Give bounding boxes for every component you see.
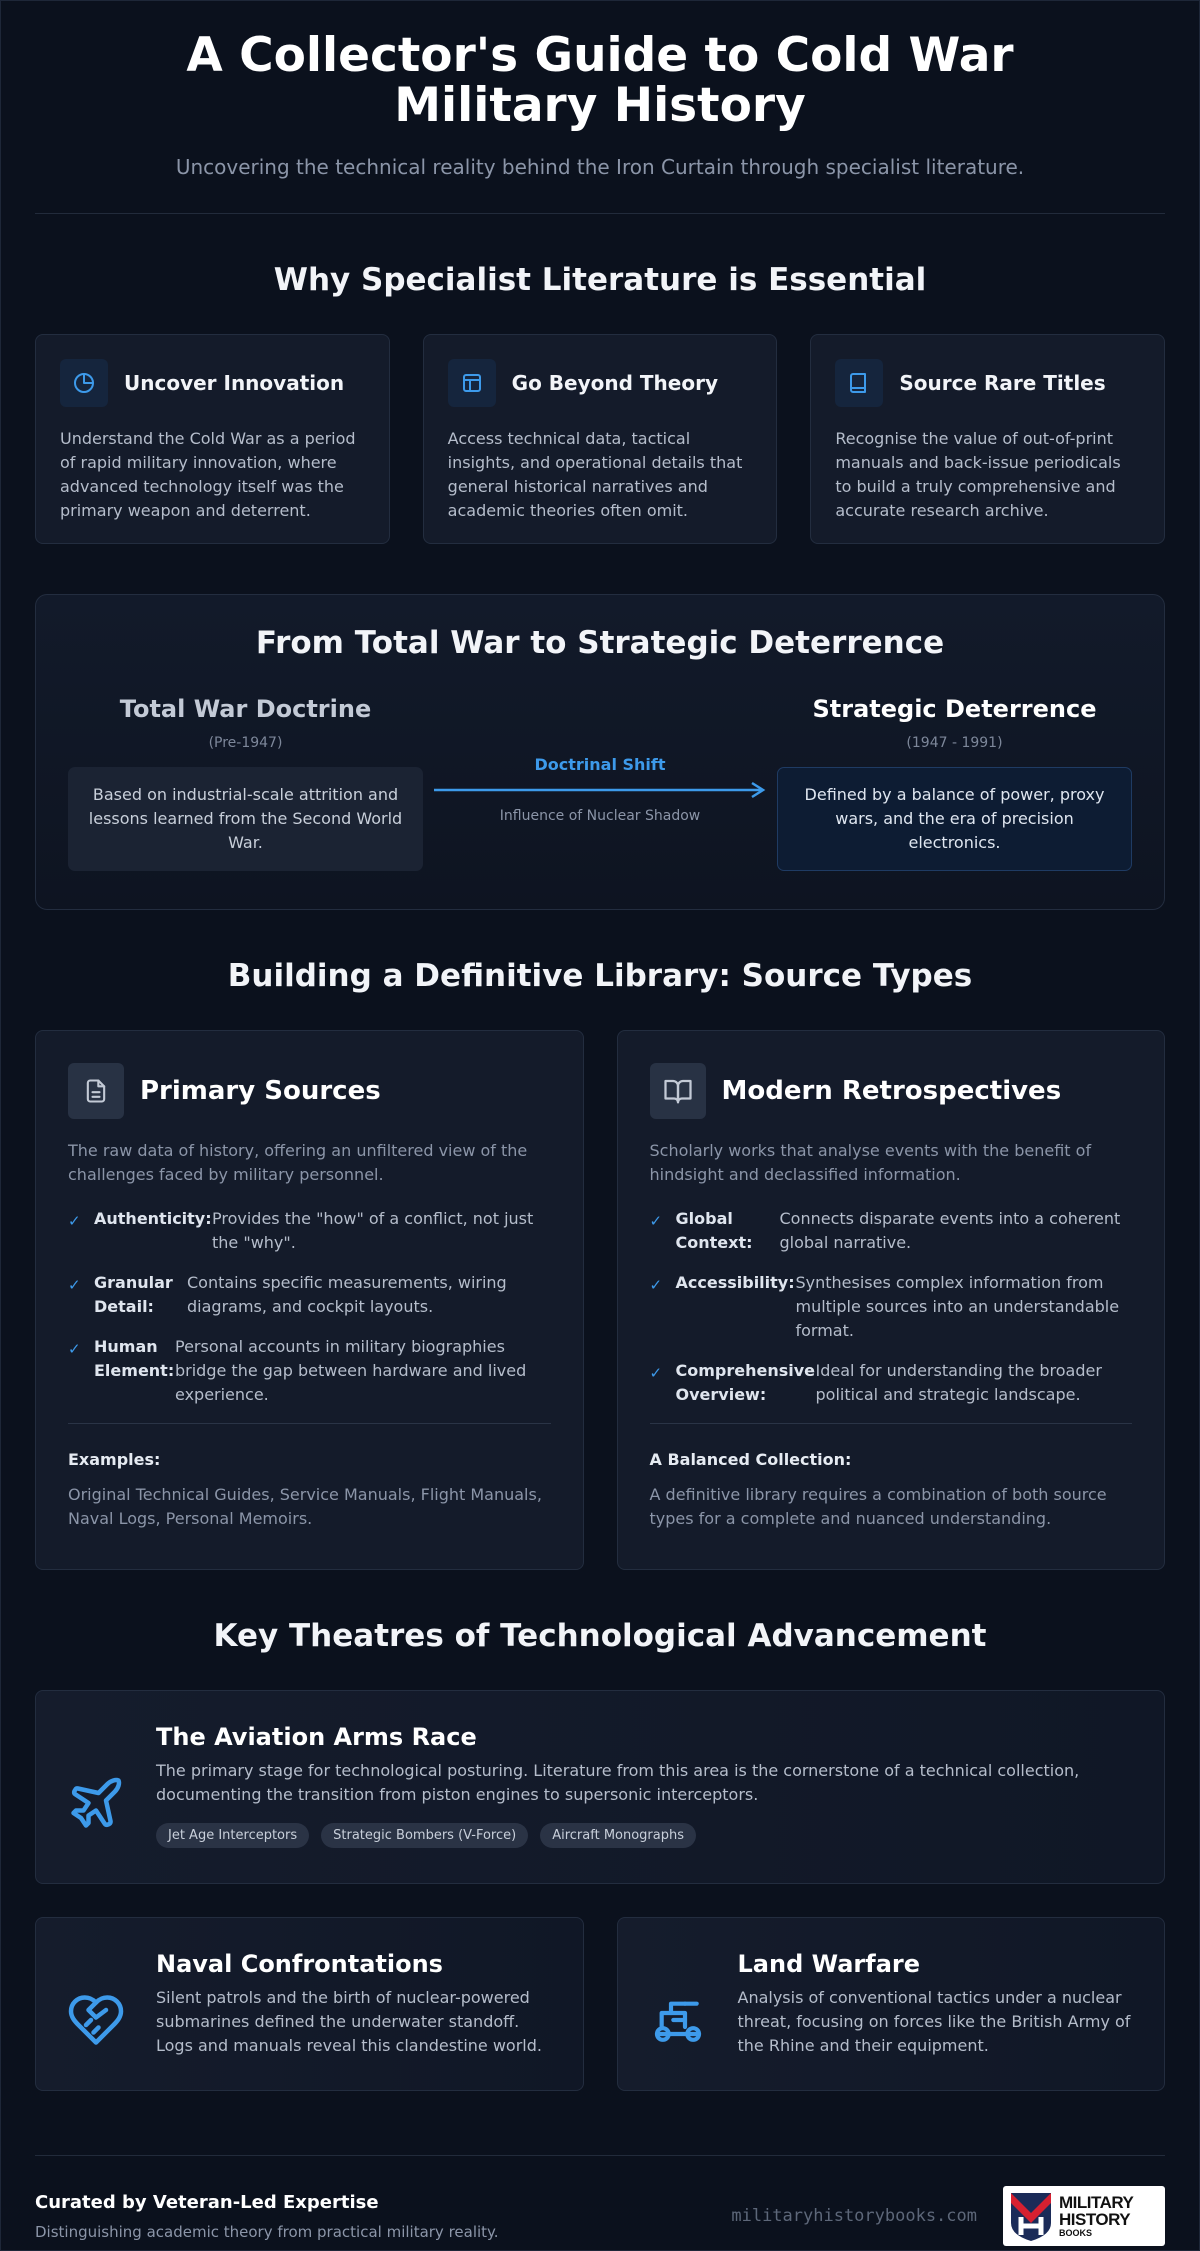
modern-retrospectives-list <box>650 1207 1133 1407</box>
land-text: Analysis of conventional tactics under a nuclear threat, focusing on forces like the British Army of the Rhine and their equipment. <box>737 1988 1131 2055</box>
naval-text: Silent patrols and the birth of nuclear-powered submarines defined the underwater standoff. Logs and manuals reveal this clandestine world. <box>156 1988 542 2055</box>
deterrence-heading: Strategic Deterrence <box>812 695 1097 723</box>
tag: Aircraft Monographs <box>540 1823 696 1848</box>
sources-section-title: Building a Definitive Library: Source Types <box>227 958 973 994</box>
primary-sources-title: Primary Sources <box>140 1076 381 1106</box>
brand-logo[interactable] <box>1003 2186 1165 2246</box>
footer <box>35 2186 1165 2246</box>
why-section-title: Why Specialist Literature is Essential <box>273 262 927 298</box>
list-item: ✓ Authenticity: Provides the "how" of a conflict, not just the "why". <box>68 1207 551 1255</box>
why-card-text: Recognise the value of out-of-print manuals and back-issue periodicals to build a truly comprehensive and accurate research archive. <box>835 429 1121 520</box>
divider <box>35 2155 1165 2156</box>
why-card-text: Access technical data, tactical insights, and operational details that general historical narratives and academic theories often omit. <box>447 429 743 520</box>
footer-title: Curated by Veteran-Led Expertise <box>35 2191 379 2213</box>
source-cards <box>35 1030 1165 1570</box>
naval-theatre-card <box>35 1917 584 2091</box>
deterrence-description: Defined by a balance of power, proxy wars, and the era of precision electronics. <box>777 767 1132 871</box>
check-icon: ✓ <box>649 1212 663 1230</box>
page-subtitle: Uncovering the technical reality behind the Iron Curtain through specialist literature. <box>175 155 1025 179</box>
naval-icon <box>36 1950 156 2090</box>
aviation-text: The primary stage for technological posturing. Literature from this area is the cornerstone of a technical collection, documenting the transition from piston engines to supersonic interceptors. <box>156 1761 1080 1804</box>
arrow-right-icon <box>430 778 770 802</box>
list-item: ✓ Global Context: Connects disparate events into a coherent global narrative. <box>650 1207 1133 1255</box>
list-item: ✓ Human Element: Personal accounts in military biographies bridge the gap between hardware and lived experience. <box>68 1335 551 1407</box>
tank-icon <box>618 1950 738 2090</box>
check-icon: ✓ <box>649 1276 663 1294</box>
primary-sources-description: The raw data of history, offering an unfiltered view of the challenges faced by military personnel. <box>68 1141 528 1184</box>
aviation-tags <box>156 1823 1124 1848</box>
why-card-text: Understand the Cold War as a period of rapid military innovation, where advanced technology itself was the primary weapon and deterrent. <box>60 429 356 520</box>
divider <box>68 1423 551 1424</box>
book-icon <box>835 359 883 407</box>
primary-sources-card <box>35 1030 584 1570</box>
hero <box>35 1 1165 179</box>
why-card-theory <box>423 334 778 544</box>
open-book-icon <box>650 1063 706 1119</box>
primary-sources-foot-title: Examples: <box>68 1450 161 1469</box>
why-card-rare-titles <box>810 334 1165 544</box>
total-war-column <box>68 695 423 871</box>
mh-shield-logo-icon <box>1007 2189 1055 2243</box>
divider <box>650 1423 1133 1424</box>
divider <box>35 213 1165 214</box>
total-war-description: Based on industrial-scale attrition and lessons learned from the Second World War. <box>68 767 423 871</box>
shift-label: Doctrinal Shift <box>534 755 666 774</box>
modern-retrospectives-title: Modern Retrospectives <box>721 1076 1062 1106</box>
list-item: ✓ Accessibility: Synthesises complex information from multiple sources into an understandable format. <box>650 1271 1133 1343</box>
layout-icon <box>448 359 496 407</box>
modern-retrospectives-card <box>617 1030 1166 1570</box>
logo-line-2: HISTORY <box>1059 2210 1131 2229</box>
shift-caption: Influence of Nuclear Shadow <box>499 808 701 824</box>
modern-retrospectives-description: Scholarly works that analyse events with the benefit of hindsight and declassified information. <box>649 1141 1092 1184</box>
why-card-title: Uncover Innovation <box>124 371 345 395</box>
deterrence-column <box>777 695 1132 871</box>
why-card-title: Go Beyond Theory <box>511 371 718 395</box>
land-title: Land Warfare <box>737 1950 921 1978</box>
theatres-section-title: Key Theatres of Technological Advancement <box>213 1618 987 1654</box>
modern-retrospectives-foot-title: A Balanced Collection: <box>649 1450 852 1469</box>
primary-sources-list <box>68 1207 551 1407</box>
naval-title: Naval Confrontations <box>156 1950 443 1978</box>
total-war-era: (Pre-1947) <box>208 735 283 751</box>
list-item: ✓ Granular Detail: Contains specific measurements, wiring diagrams, and cockpit layouts. <box>68 1271 551 1319</box>
aviation-title: The Aviation Arms Race <box>156 1723 477 1751</box>
tag: Jet Age Interceptors <box>156 1823 309 1848</box>
why-card-innovation <box>35 334 390 544</box>
aviation-theatre-card <box>35 1690 1165 1884</box>
why-cards <box>35 334 1165 544</box>
site-url[interactable]: militaryhistorybooks.com <box>731 2206 977 2226</box>
logo-line-1: MILITARY <box>1059 2193 1134 2212</box>
check-icon: ✓ <box>68 1212 81 1230</box>
check-icon: ✓ <box>68 1340 81 1358</box>
shift-arrow-group <box>423 695 777 824</box>
list-item: ✓ Comprehensive Overview: Ideal for understanding the broader political and strategic landscape. <box>650 1359 1133 1407</box>
modern-retrospectives-foot-text: A definitive library requires a combination of both source types for a complete and nuanced understanding. <box>649 1485 1107 1528</box>
land-theatre-card <box>617 1917 1166 2091</box>
document-icon <box>68 1063 124 1119</box>
page-title: A Collector's Guide to Cold War Military History <box>186 28 1014 133</box>
tag: Strategic Bombers (V-Force) <box>321 1823 528 1848</box>
primary-sources-foot-text: Original Technical Guides, Service Manuals, Flight Manuals, Naval Logs, Personal Memoirs. <box>68 1485 542 1528</box>
theatre-row <box>35 1917 1165 2091</box>
plane-icon <box>36 1723 156 1883</box>
check-icon: ✓ <box>649 1364 663 1382</box>
total-war-heading: Total War Doctrine <box>119 695 372 723</box>
check-icon: ✓ <box>68 1276 81 1294</box>
why-card-title: Source Rare Titles <box>899 371 1106 395</box>
doctrine-shift-panel <box>35 594 1165 910</box>
footer-text: Distinguishing academic theory from practical military reality. <box>35 2222 499 2241</box>
shift-title: From Total War to Strategic Deterrence <box>255 625 945 661</box>
logo-line-3: BOOKS <box>1059 2228 1093 2238</box>
chart-pie-icon <box>60 359 108 407</box>
deterrence-era: (1947 - 1991) <box>906 735 1003 751</box>
